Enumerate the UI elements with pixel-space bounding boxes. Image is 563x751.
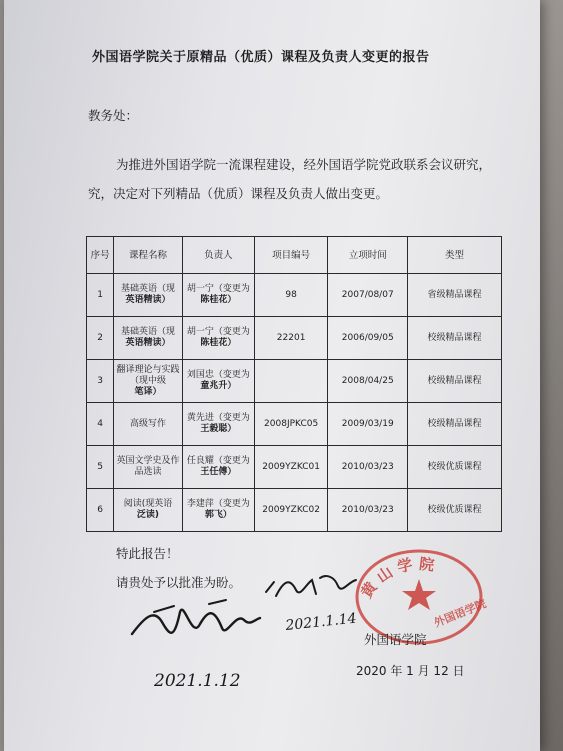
course-table <box>86 236 502 532</box>
cell-date: 2010/03/23 <box>328 489 408 532</box>
course-name: 基础英语（现 <box>120 284 175 294</box>
cell-date: 2009/03/19 <box>328 403 408 446</box>
cell-no: 2 <box>87 317 114 360</box>
person-name-new: 陈桂花） <box>200 338 237 348</box>
cell-course <box>114 446 183 489</box>
person-name: 黄先进（变更为 <box>186 413 250 423</box>
salutation: 教务处： <box>88 108 139 123</box>
cell-no: 1 <box>87 274 114 317</box>
cell-code: 2009YZKC01 <box>254 446 327 489</box>
cell-code: 2009YZKC02 <box>254 489 327 532</box>
person-name: 李建萍（变更为 <box>186 499 250 509</box>
person-name-new: 王毅聪） <box>200 424 237 434</box>
seal-top-text: 黄 山 学 院 <box>357 554 436 602</box>
cell-type: 校级精品课程 <box>408 403 502 446</box>
header-date: 立项时间 <box>328 237 408 274</box>
header-type: 类型 <box>408 237 502 274</box>
course-name: 高级写作 <box>129 418 166 429</box>
cell-no: 5 <box>87 446 114 489</box>
course-name-new: 泛读) <box>136 510 160 520</box>
paragraph-line-2: 究，决定对下列精品（优质）课程及负责人做出变更。 <box>88 186 389 201</box>
signature-right-date: 2021.1.14 <box>284 610 358 634</box>
cell-course <box>114 403 183 446</box>
cell-date: 2007/08/07 <box>328 274 408 317</box>
table-row <box>87 446 502 489</box>
header-person: 负责人 <box>182 237 254 274</box>
person-name-new: 郭飞） <box>204 510 232 520</box>
person-name-new: 陈桂花） <box>200 295 237 305</box>
official-seal <box>344 535 494 645</box>
course-name: 翻译理论与实践（现中级 <box>116 364 180 386</box>
header-code: 项目编号 <box>254 237 327 274</box>
cell-date: 2006/09/05 <box>328 317 408 360</box>
table-row <box>87 489 502 532</box>
signature-left-date: 2021.1.12 <box>154 671 241 691</box>
signature-right <box>266 576 356 596</box>
table-row <box>87 403 502 446</box>
cell-type: 校级优质课程 <box>408 446 502 489</box>
table-row <box>87 360 502 403</box>
course-name: 基础英语（现 <box>120 327 175 337</box>
header-course: 课程名称 <box>114 237 183 274</box>
cell-type: 校级优质课程 <box>408 489 502 532</box>
person-name: 任良耀（变更为 <box>186 456 250 466</box>
closing-text: 特此报告！ <box>116 546 179 561</box>
signature-left <box>132 610 260 634</box>
course-name-new: 英语精读） <box>125 295 171 305</box>
table-row <box>87 274 502 317</box>
cell-course <box>114 317 183 360</box>
cell-course <box>114 360 183 403</box>
cell-type: 省级精品课程 <box>408 274 502 317</box>
course-name-new: 英语精读） <box>125 338 171 348</box>
issuing-org: 外国语学院 <box>364 632 427 647</box>
cell-code: 98 <box>254 274 327 317</box>
course-name: 阅读(现英语 <box>123 499 173 509</box>
person-name: 胡一宁（变更为 <box>186 284 250 294</box>
cell-no: 6 <box>87 489 114 532</box>
person-name-new: 王任傅） <box>200 467 237 477</box>
cell-person <box>182 317 254 360</box>
course-name-new: 笔译） <box>134 386 162 397</box>
table-row <box>87 317 502 360</box>
cell-code: 22201 <box>254 317 327 360</box>
cell-code: 2008JPKC05 <box>254 403 327 446</box>
cell-person <box>182 489 254 532</box>
table-header-row <box>87 237 502 274</box>
document-title: 外国语学院关于原精品（优质）课程及负责人变更的报告 <box>92 50 430 65</box>
cell-no: 4 <box>87 403 114 446</box>
paragraph-line-1: 为推进外国语学院一流课程建设，经外国语学院党政联系会议研究， <box>116 157 492 172</box>
cell-person <box>182 446 254 489</box>
cell-no: 3 <box>87 360 114 403</box>
cell-code <box>254 360 327 403</box>
person-name-new: 童兆升） <box>200 381 237 391</box>
issue-date: 2020 年 1 月 12 日 <box>356 664 465 678</box>
cell-type: 校级精品课程 <box>408 360 502 403</box>
seal-bottom-text: 外国语学院 <box>432 597 489 630</box>
person-name: 胡一宁（变更为 <box>186 327 250 337</box>
cell-person <box>182 360 254 403</box>
cell-person <box>182 274 254 317</box>
document-page <box>4 0 540 751</box>
course-name: 英国文学史及作品选读 <box>116 456 180 477</box>
person-name: 刘国忠（变更为 <box>186 370 250 380</box>
cell-date: 2010/03/23 <box>328 446 408 489</box>
header-no: 序号 <box>87 237 114 274</box>
cell-course <box>114 489 183 532</box>
cell-person <box>182 403 254 446</box>
cell-course <box>114 274 183 317</box>
cell-type: 校级精品课程 <box>408 317 502 360</box>
request-text: 请贵处予以批准为盼。 <box>116 575 242 590</box>
cell-date: 2008/04/25 <box>328 360 408 403</box>
